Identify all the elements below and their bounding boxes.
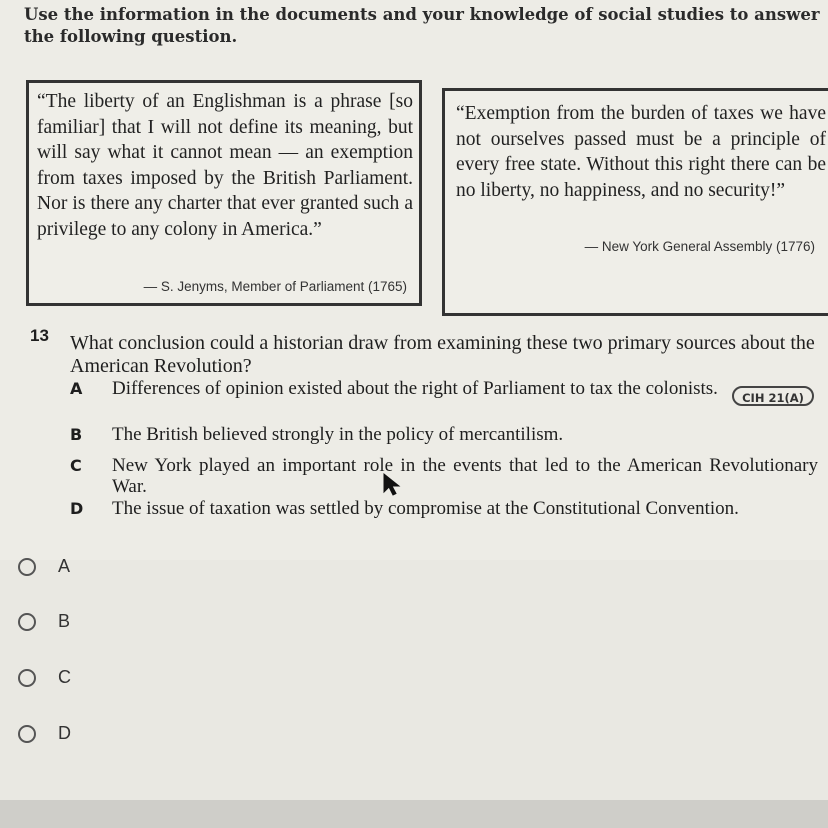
option-text: New York played an important role in the events that led to the American Revolutionary War.	[112, 455, 818, 497]
document-box-assembly	[442, 88, 828, 316]
answer-choice-a[interactable]	[18, 555, 138, 585]
document-quote: “Exemption from the burden of taxes we have not ourselves passed must be a principle of every free state. Without this right there can be no liberty, no happiness, and no security!”	[456, 103, 826, 201]
radio-button[interactable]	[18, 669, 36, 687]
standard-badge: CIH 21(A)	[732, 386, 814, 406]
option-letter: A	[70, 379, 83, 398]
choice-label: A	[58, 556, 71, 576]
option-text: The British believed strongly in the policy of mercantilism.	[112, 424, 564, 445]
answer-choices	[0, 540, 828, 828]
radio-button[interactable]	[18, 725, 36, 743]
document-attribution: — S. Jenyms, Member of Parliament (1765)	[143, 279, 407, 294]
document-attribution: — New York General Assembly (1776)	[584, 239, 815, 254]
option-text: The issue of taxation was settled by compromise at the Constitutional Convention.	[112, 498, 739, 519]
answer-choice-b[interactable]	[18, 610, 138, 640]
radio-button[interactable]	[18, 558, 36, 576]
radio-button[interactable]	[18, 613, 36, 631]
option-letter: D	[70, 499, 84, 518]
option-letter: B	[70, 425, 83, 444]
screen-bottom-edge	[0, 800, 828, 828]
option-text: Differences of opinion existed about the right of Parliament to tax the colonists.	[112, 378, 718, 399]
choice-label: B	[58, 611, 71, 631]
answer-choice-d[interactable]	[18, 722, 138, 752]
choice-label: C	[58, 667, 71, 687]
answer-choice-c[interactable]	[18, 666, 138, 696]
instructions-text: Use the information in the documents and your knowledge of social studies to answer the following question.	[24, 5, 820, 46]
option-letter: C	[70, 456, 82, 475]
question-number: 13	[30, 326, 49, 345]
question-text: What conclusion could a historian draw from examining these two primary sources about the American Revolution?	[70, 332, 815, 377]
document-quote: “The liberty of an Englishman is a phrase [so familiar] that I will not define its meaning, but will say what it cannot mean — an exemption from taxes imposed by the British Parliament. Nor is there any charter that ever granted such a privilege to any colony in America.”	[37, 91, 413, 240]
choice-label: D	[58, 723, 71, 743]
document-box-parliament	[26, 80, 422, 306]
mouse-pointer-icon	[382, 472, 402, 496]
